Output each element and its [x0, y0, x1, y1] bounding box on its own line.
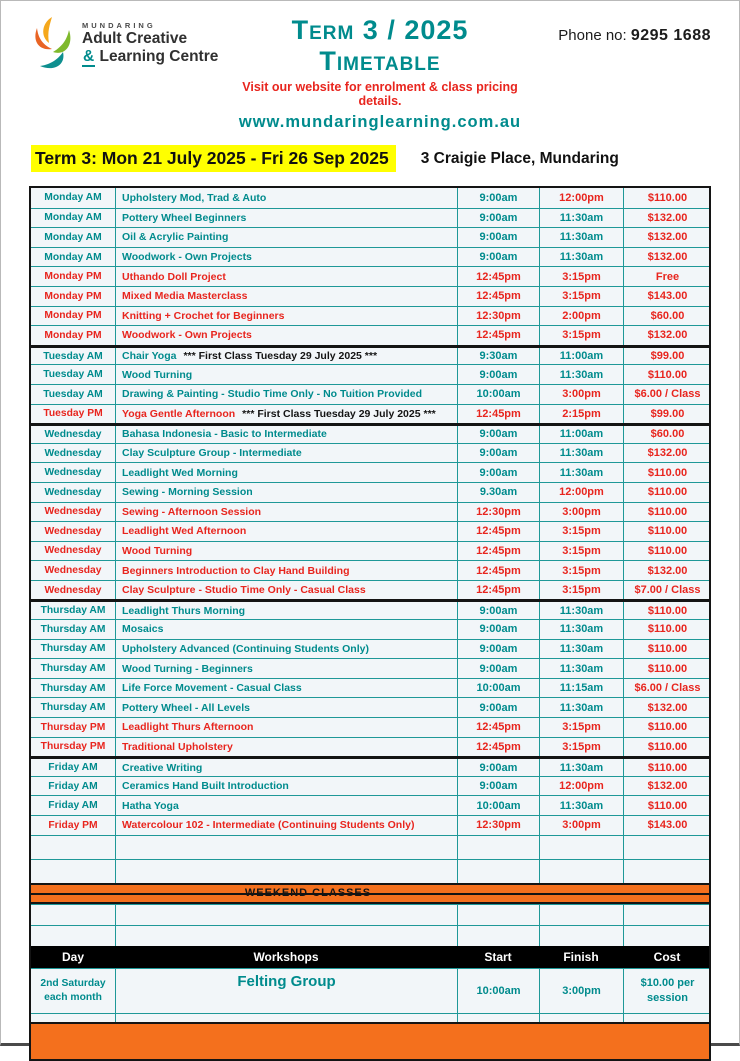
class-name-cell: Wood Turning — [115, 542, 457, 561]
class-name-cell: Hatha Yoga — [115, 796, 457, 815]
class-name-cell: Oil & Acrylic Painting — [115, 228, 457, 247]
class-name-cell: Leadlight Wed Morning — [115, 463, 457, 482]
cost-cell: $110.00 — [623, 542, 711, 561]
finish-time-cell: 11:30am — [539, 463, 623, 482]
finish-time-cell: 11:30am — [539, 796, 623, 815]
timetable-row — [31, 502, 709, 522]
timetable-row — [31, 815, 709, 835]
finish-time-cell: 11:30am — [539, 228, 623, 247]
cost-cell: $132.00 — [623, 326, 711, 345]
finish-time-cell: 3:15pm — [539, 267, 623, 286]
cost-cell: $6.00 / Class — [623, 679, 711, 698]
cost-cell: $60.00 — [623, 307, 711, 326]
workshops-header-cost: Cost — [653, 949, 681, 964]
finish-time-cell: 11:30am — [539, 602, 623, 619]
class-name-cell: Drawing & Painting - Studio Time Only - No Tuition Provided — [115, 385, 457, 404]
class-name-cell: Creative Writing — [115, 759, 457, 776]
spacer-row — [31, 859, 709, 883]
timetable-row — [31, 208, 709, 228]
start-time-cell: 9:00am — [457, 640, 539, 659]
finish-time-cell: 3:15pm — [539, 326, 623, 345]
finish-time-cell: 11:00am — [539, 426, 623, 443]
day-cell: Tuesday AM — [43, 350, 103, 362]
timetable-row — [31, 521, 709, 541]
timetable-row — [31, 756, 709, 776]
timetable-row — [31, 639, 709, 659]
start-time-cell: 9:00am — [457, 620, 539, 639]
start-time-cell: 9.30am — [457, 483, 539, 502]
finish-time-cell: 11:00am — [539, 348, 623, 365]
finish-time-cell: 3:15pm — [539, 287, 623, 306]
brand-small-label: MUNDARING — [82, 21, 156, 30]
cost-cell: $132.00 — [623, 698, 711, 717]
start-time-cell: 12:30pm — [457, 503, 539, 522]
class-name-cell: Wood Turning — [115, 365, 457, 384]
cost-cell: $110.00 — [623, 796, 711, 815]
cost-cell: $132.00 — [623, 209, 711, 228]
timetable-row — [31, 286, 709, 306]
timetable-rows — [31, 188, 709, 835]
timetable-row — [31, 776, 709, 796]
start-time-cell: 9:00am — [457, 659, 539, 678]
cost-cell: $60.00 — [623, 426, 711, 443]
brand-ampersand: & — [83, 47, 95, 65]
cost-cell: $132.00 — [623, 248, 711, 267]
timetable-row — [31, 404, 709, 424]
spacer-row — [31, 1013, 709, 1022]
cost-cell: $99.00 — [623, 405, 711, 424]
cost-cell: $110.00 — [623, 522, 711, 541]
day-cell: Wednesday — [44, 506, 102, 518]
class-name-cell: Pottery Wheel Beginners — [115, 209, 457, 228]
class-name-cell: Sewing - Morning Session — [115, 483, 457, 502]
class-name-cell: Mosaics — [115, 620, 457, 639]
day-cell: Tuesday AM — [43, 388, 103, 400]
timetable-row — [31, 462, 709, 482]
weekend-classes-band — [31, 883, 709, 904]
class-name-cell: Watercolour 102 - Intermediate (Continuing Students Only) — [115, 816, 457, 835]
class-name-cell: Upholstery Mod, Trad & Auto — [115, 188, 457, 208]
day-cell: Monday PM — [44, 290, 102, 302]
finish-time-cell: 11:30am — [539, 248, 623, 267]
timetable-row — [31, 306, 709, 326]
finish-time-cell: 3:00pm — [539, 385, 623, 404]
cost-cell: $110.00 — [623, 483, 711, 502]
brand-name-line1: Adult Creative — [82, 30, 188, 47]
class-name-cell: Beginners Introduction to Clay Hand Building — [115, 561, 457, 580]
brand-name-line2-text: Learning Centre — [99, 47, 219, 65]
cost-cell: $110.00 — [623, 188, 711, 208]
cost-cell: $143.00 — [623, 287, 711, 306]
phone-block — [533, 15, 711, 45]
start-time-cell: 12:45pm — [457, 326, 539, 345]
finish-time-cell: 11:30am — [539, 698, 623, 717]
finish-time-cell: 11:30am — [539, 365, 623, 384]
start-time-cell: 12:45pm — [457, 581, 539, 600]
timetable-row — [31, 384, 709, 404]
phone-label: Phone no: — [558, 27, 627, 44]
finish-time-cell: 3:00pm — [539, 503, 623, 522]
start-time-cell: 12:45pm — [457, 561, 539, 580]
class-name-cell: Wood Turning - Beginners — [115, 659, 457, 678]
term-dates-highlight: Term 3: Mon 21 July 2025 - Fri 26 Sep 2025 — [31, 145, 396, 172]
workshops-header-start: Start — [484, 949, 512, 964]
start-time-cell: 12:45pm — [457, 405, 539, 424]
start-time-cell: 9:00am — [457, 777, 539, 796]
finish-time-cell: 11:30am — [539, 209, 623, 228]
day-cell: Friday AM — [48, 800, 98, 812]
cost-cell: $6.00 / Class — [623, 385, 711, 404]
finish-time-cell: 3:15pm — [539, 522, 623, 541]
finish-time-cell: 11:30am — [539, 659, 623, 678]
spacer-row — [31, 835, 709, 859]
day-cell: Monday AM — [44, 231, 102, 243]
class-name-cell: Sewing - Afternoon Session — [115, 503, 457, 522]
day-cell: Monday PM — [44, 310, 102, 322]
finish-time-cell: 3:15pm — [539, 581, 623, 600]
timetable-row — [31, 443, 709, 463]
brand-block — [29, 15, 227, 78]
finish-time-cell: 12:00pm — [539, 483, 623, 502]
timetable-row — [31, 423, 709, 443]
day-cell: Thursday AM — [40, 643, 106, 655]
finish-time-cell: 12:00pm — [539, 188, 623, 208]
timetable-row — [31, 619, 709, 639]
class-name-cell: Woodwork - Own Projects — [115, 248, 457, 267]
cost-cell: $110.00 — [623, 759, 711, 776]
day-cell: Monday AM — [44, 192, 102, 204]
finish-time-cell: 11:15am — [539, 679, 623, 698]
start-time-cell: 12:45pm — [457, 287, 539, 306]
class-name-cell: Leadlight Wed Afternoon — [115, 522, 457, 541]
class-name-cell: Clay Sculpture Group - Intermediate — [115, 444, 457, 463]
finish-time-cell: 12:00pm — [539, 777, 623, 796]
timetable-row — [31, 247, 709, 267]
timetable-row — [31, 580, 709, 600]
start-time-cell: 9:00am — [457, 698, 539, 717]
class-name-cell: Pottery Wheel - All Levels — [115, 698, 457, 717]
day-cell: Monday PM — [44, 329, 102, 341]
start-time-cell: 9:30am — [457, 348, 539, 365]
cost-cell: $132.00 — [623, 561, 711, 580]
centre-address: 3 Craigie Place, Mundaring — [420, 149, 619, 167]
cost-cell: $110.00 — [623, 659, 711, 678]
finish-time-cell: 3:15pm — [539, 718, 623, 737]
day-cell: Thursday PM — [40, 741, 106, 753]
cost-cell: $110.00 — [623, 620, 711, 639]
timetable-row — [31, 795, 709, 815]
class-name-cell: Mixed Media Masterclass — [115, 287, 457, 306]
day-cell: Thursday AM — [40, 605, 106, 617]
cost-cell: Free — [623, 267, 711, 286]
finish-time-cell: 2:15pm — [539, 405, 623, 424]
workshops-header-day: Day — [61, 949, 84, 964]
finish-time-cell: 3:15pm — [539, 738, 623, 757]
workshops-header-workshops: Workshops — [253, 949, 319, 964]
day-cell: Thursday AM — [40, 702, 106, 714]
timetable-row — [31, 188, 709, 208]
timetable-row — [31, 364, 709, 384]
day-cell: Wednesday — [44, 467, 102, 479]
weekend-classes-label: WEEKEND CLASSES — [244, 887, 372, 900]
day-cell: Wednesday — [44, 486, 102, 498]
cost-cell: $110.00 — [623, 503, 711, 522]
day-cell: Friday PM — [48, 819, 98, 831]
day-cell: Monday PM — [44, 271, 102, 283]
workshop-cost-cell: $10.00 per session — [623, 969, 711, 1013]
spacer-row — [31, 904, 709, 925]
day-cell: Wednesday — [44, 447, 102, 459]
class-name-cell: Yoga Gentle Afternoon *** First Class Tuesday 29 July 2025 *** — [115, 405, 457, 424]
class-name-cell: Knitting + Crochet for Beginners — [115, 307, 457, 326]
timetable-row — [31, 658, 709, 678]
day-cell: Friday AM — [48, 762, 98, 774]
timetable-row — [31, 717, 709, 737]
cost-cell: $132.00 — [623, 228, 711, 247]
class-name-cell: Ceramics Hand Built Introduction — [115, 777, 457, 796]
start-time-cell: 12:45pm — [457, 267, 539, 286]
cost-cell: $132.00 — [623, 777, 711, 796]
first-class-note: *** First Class Tuesday 29 July 2025 *** — [242, 407, 436, 420]
start-time-cell: 10:00am — [457, 679, 539, 698]
start-time-cell: 9:00am — [457, 602, 539, 619]
class-name-cell: Uthando Doll Project — [115, 267, 457, 286]
class-name-cell: Life Force Movement - Casual Class — [115, 679, 457, 698]
finish-time-cell: 11:30am — [539, 759, 623, 776]
class-name-cell: Leadlight Thurs Afternoon — [115, 718, 457, 737]
timetable-row — [31, 678, 709, 698]
finish-time-cell: 11:30am — [539, 444, 623, 463]
timetable-row — [31, 737, 709, 757]
cost-cell: $110.00 — [623, 365, 711, 384]
timetable-row — [31, 541, 709, 561]
finish-time-cell: 11:30am — [539, 620, 623, 639]
timetable-row — [31, 599, 709, 619]
start-time-cell: 12:45pm — [457, 718, 539, 737]
day-cell: Thursday PM — [40, 721, 106, 733]
workshop-finish-cell: 3:00pm — [539, 969, 623, 1013]
finish-time-cell: 11:30am — [539, 640, 623, 659]
day-cell: Wednesday — [44, 545, 102, 557]
finish-time-cell: 2:00pm — [539, 307, 623, 326]
header-center — [227, 15, 533, 132]
page-title: Term 3 / 2025 Timetable — [291, 15, 469, 76]
day-cell: Wednesday — [44, 584, 102, 596]
start-time-cell: 10:00am — [457, 796, 539, 815]
brand-text — [82, 15, 218, 78]
day-cell: Tuesday PM — [43, 408, 103, 420]
day-cell: Monday AM — [44, 251, 102, 263]
timetable-row — [31, 227, 709, 247]
start-time-cell: 9:00am — [457, 759, 539, 776]
finish-time-cell: 3:00pm — [539, 816, 623, 835]
page-header — [29, 15, 711, 132]
website-note: Visit our website for enrolment & class pricing details. — [242, 80, 518, 108]
class-name-cell: Woodwork - Own Projects — [115, 326, 457, 345]
class-name-cell: Bahasa Indonesia - Basic to Intermediate — [115, 426, 457, 443]
cost-cell: $7.00 / Class — [623, 581, 711, 600]
cost-cell: $132.00 — [623, 444, 711, 463]
start-time-cell: 9:00am — [457, 365, 539, 384]
start-time-cell: 9:00am — [457, 209, 539, 228]
cost-cell: $110.00 — [623, 463, 711, 482]
start-time-cell: 12:30pm — [457, 307, 539, 326]
day-cell: Monday AM — [44, 212, 102, 224]
start-time-cell: 10:00am — [457, 385, 539, 404]
timetable-row — [31, 325, 709, 345]
workshop-start-cell: 10:00am — [457, 969, 539, 1013]
term-banner — [31, 145, 711, 172]
start-time-cell: 9:00am — [457, 228, 539, 247]
cost-cell: $110.00 — [623, 738, 711, 757]
start-time-cell: 9:00am — [457, 426, 539, 443]
class-name-cell: Clay Sculpture - Studio Time Only - Casual Class — [115, 581, 457, 600]
cost-cell: $143.00 — [623, 816, 711, 835]
workshop-name-cell: Felting Group — [115, 969, 457, 1013]
timetable-row — [31, 697, 709, 717]
spacer-row — [31, 925, 709, 946]
class-name-cell: Leadlight Thurs Morning — [115, 602, 457, 619]
start-time-cell: 12:45pm — [457, 738, 539, 757]
timetable-row — [31, 482, 709, 502]
day-cell: Wednesday — [44, 565, 102, 577]
phone-number: 9295 1688 — [630, 27, 711, 44]
finish-time-cell: 3:15pm — [539, 561, 623, 580]
start-time-cell: 12:30pm — [457, 816, 539, 835]
website-link[interactable]: www.mundaringlearning.com.au — [238, 113, 522, 131]
start-time-cell: 12:45pm — [457, 542, 539, 561]
class-name-cell: Chair Yoga *** First Class Tuesday 29 July 2025 *** — [115, 348, 457, 365]
day-cell: Wednesday — [44, 525, 102, 537]
start-time-cell: 9:00am — [457, 463, 539, 482]
timetable-frame — [29, 186, 711, 1061]
workshops-header-finish: Finish — [563, 949, 599, 964]
start-time-cell: 9:00am — [457, 444, 539, 463]
day-cell: Friday AM — [48, 780, 98, 792]
timetable-row — [31, 345, 709, 365]
workshop-day-cell: 2nd Saturday each month — [40, 978, 106, 1003]
timetable-row — [31, 560, 709, 580]
cost-cell: $99.00 — [623, 348, 711, 365]
day-cell: Thursday AM — [40, 623, 106, 635]
timetable-row — [31, 266, 709, 286]
start-time-cell: 9:00am — [457, 188, 539, 208]
bottom-orange-band — [31, 1022, 709, 1059]
finish-time-cell: 3:15pm — [539, 542, 623, 561]
centre-logo-icon — [29, 15, 75, 78]
class-name-cell: Upholstery Advanced (Continuing Students Only) — [115, 640, 457, 659]
day-cell: Thursday AM — [40, 663, 106, 675]
start-time-cell: 12:45pm — [457, 522, 539, 541]
cost-cell: $110.00 — [623, 640, 711, 659]
workshop-row — [31, 968, 709, 1013]
start-time-cell: 9:00am — [457, 248, 539, 267]
first-class-note: *** First Class Tuesday 29 July 2025 *** — [183, 350, 378, 363]
day-cell: Wednesday — [44, 428, 102, 440]
day-cell: Thursday AM — [40, 682, 106, 694]
workshops-header-row — [31, 946, 709, 968]
day-cell: Tuesday AM — [43, 369, 103, 381]
cost-cell: $110.00 — [623, 718, 711, 737]
brand-name-line2 — [82, 48, 218, 66]
cost-cell: $110.00 — [623, 602, 711, 619]
class-name-cell: Traditional Upholstery — [115, 738, 457, 757]
